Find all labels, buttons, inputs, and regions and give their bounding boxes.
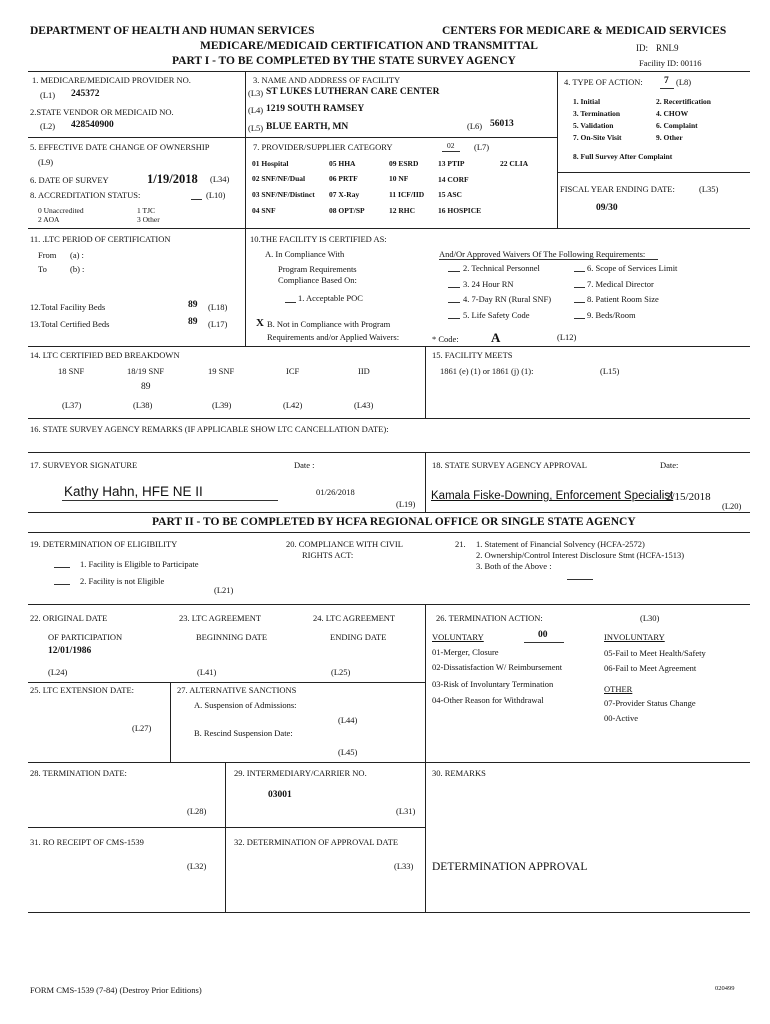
f30-label: 30. REMARKS <box>432 768 486 778</box>
f12-label: 12.Total Facility Beds <box>30 302 106 312</box>
f22-label: 22. ORIGINAL DATE <box>30 613 108 623</box>
f3-l4: (L4) <box>248 105 264 115</box>
category-item: 09 ESRD <box>389 159 419 168</box>
termination-option: 02-Dissatisfaction W/ Reimbursement <box>432 662 563 672</box>
surveyor-signature: Kathy Hahn, HFE NE II <box>64 484 203 499</box>
termination-option: 05-Fail to Meet Health/Safety <box>604 648 706 658</box>
f3-label: 3. NAME AND ADDRESS OF FACILITY <box>253 75 401 85</box>
termination-option: 00-Active <box>604 713 638 723</box>
survey-date: 1/19/2018 <box>147 172 198 186</box>
rule <box>425 346 426 418</box>
rule <box>28 346 750 347</box>
facility-city: BLUE EARTH, MN <box>266 122 349 132</box>
f31-code: (L32) <box>187 861 207 871</box>
code-l12: (L12) <box>557 332 577 342</box>
termination-option: 07-Provider Status Change <box>604 698 696 708</box>
f11-from: From <box>38 250 57 260</box>
category-item: 06 PRTF <box>329 174 358 183</box>
rule <box>28 137 245 138</box>
code-value: A <box>491 330 501 345</box>
rule <box>245 137 557 138</box>
f7-code: (L7) <box>474 142 490 152</box>
f10-b2: Requirements and/or Applied Waivers: <box>267 332 400 342</box>
category-item: 05 HHA <box>329 159 356 168</box>
category-item: 22 CLIA <box>500 159 529 168</box>
fiscal-code: (L35) <box>699 184 719 194</box>
f11-from-a: (a) : <box>70 250 84 260</box>
f19-label: 19. DETERMINATION OF ELIGIBILITY <box>30 539 178 549</box>
f2-label: 2.STATE VENDOR OR MEDICAID NO. <box>30 107 174 117</box>
category-value: 02 <box>447 141 455 150</box>
category-item: 10 NF <box>389 174 409 183</box>
f18-date-label: Date: <box>660 460 679 470</box>
category-item: 02 SNF/NF/Dual <box>252 174 306 183</box>
waiver-item: 8. Patient Room Size <box>587 294 659 304</box>
bed-col: 18 SNF <box>58 366 85 376</box>
f23-sub: BEGINNING DATE <box>196 632 268 642</box>
f15-code: (L15) <box>600 366 620 376</box>
original-participation-date: 12/01/1986 <box>48 646 92 656</box>
f6-label: 6. DATE OF SURVEY <box>30 175 109 185</box>
rule <box>28 228 750 229</box>
f31-label: 31. RO RECEIPT OF CMS-1539 <box>30 837 144 847</box>
f3-l5: (L5) <box>248 123 264 133</box>
f6-code: (L34) <box>210 174 230 184</box>
f22-code: (L24) <box>48 667 68 677</box>
f17-code: (L19) <box>396 499 416 509</box>
approval-date: 2/15/2018 <box>666 491 711 503</box>
fiscal-label: FISCAL YEAR ENDING DATE: <box>560 184 675 194</box>
facility-zip: 56013 <box>490 119 514 129</box>
rule <box>28 827 425 828</box>
f10-label: 10.THE FACILITY IS CERTIFIED AS: <box>250 234 387 244</box>
f10-prog2: Compliance Based On: <box>278 275 357 285</box>
determination-approval: DETERMINATION APPROVAL <box>432 861 588 873</box>
f15-text: 1861 (e) (1) or 1861 (j) (1): <box>440 366 534 376</box>
f13-label: 13.Total Certified Beds <box>30 319 110 329</box>
rule <box>28 532 750 533</box>
rule <box>425 452 426 512</box>
involuntary-heading: INVOLUNTARY <box>604 632 665 642</box>
f8-label: 8. ACCREDITATION STATUS: <box>30 190 141 200</box>
f17-date-label: Date : <box>294 460 315 470</box>
rule <box>28 762 750 763</box>
f27-b-code: (L45) <box>338 747 358 757</box>
action-option: 4. CHOW <box>656 109 689 118</box>
rule <box>245 71 246 228</box>
f3-l6: (L6) <box>467 121 483 131</box>
bed-code: (L42) <box>283 400 303 410</box>
action-option: 8. Full Survey After Complaint <box>573 152 673 161</box>
form-subtitle: MEDICARE/MEDICAID CERTIFICATION AND TRANSMITTAL <box>200 40 538 52</box>
id-value: RNL9 <box>656 43 679 53</box>
bed-code: (L37) <box>62 400 82 410</box>
bed-code: (L43) <box>354 400 374 410</box>
f15-label: 15. FACILITY MEETS <box>432 350 513 360</box>
accred-option: 3 Other <box>137 215 160 224</box>
action-type-value: 7 <box>664 76 669 86</box>
waiver-item: 5. Life Safety Code <box>463 310 530 320</box>
f13-code: (L17) <box>208 319 228 329</box>
facility-street: 1219 SOUTH RAMSEY <box>266 104 365 114</box>
part1-title: PART I - TO BE COMPLETED BY THE STATE SURVEY AGENCY <box>172 55 516 67</box>
f3-l3: (L3) <box>248 88 264 98</box>
category-item: 14 CORF <box>438 175 469 184</box>
f25-code: (L27) <box>132 723 152 733</box>
rule <box>245 228 246 346</box>
waiver-heading: And/Or Approved Waivers Of The Following Requirements: <box>439 249 646 259</box>
code-label: * Code: <box>432 334 459 344</box>
id-label: ID: <box>636 43 648 53</box>
rule <box>557 172 750 173</box>
f24-code: (L25) <box>331 667 351 677</box>
facility-id: Facility ID: 00116 <box>639 58 702 68</box>
f32-label: 32. DETERMINATION OF APPROVAL DATE <box>234 837 399 847</box>
f18-code: (L20) <box>722 501 742 511</box>
rule <box>28 71 750 72</box>
rule <box>425 604 426 912</box>
f25-label: 25. LTC EXTENSION DATE: <box>30 685 135 695</box>
waiver-item: 2. Technical Personnel <box>463 263 540 273</box>
f4-label: 4. TYPE OF ACTION: <box>564 77 643 87</box>
f27-label: 27. ALTERNATIVE SANCTIONS <box>177 685 297 695</box>
voluntary-heading: VOLUNTARY <box>432 632 484 642</box>
f29-code: (L31) <box>396 806 416 816</box>
action-option: 2. Recertification <box>656 97 711 106</box>
f11-to-b: (b) : <box>70 264 85 274</box>
part2-title: PART II - TO BE COMPLETED BY HCFA REGIONAL OFFICE OR SINGLE STATE AGENCY <box>152 516 636 528</box>
rule <box>28 418 750 419</box>
f8-code: (L10) <box>206 190 226 200</box>
f27-b: B. Rescind Suspension Date: <box>194 728 293 738</box>
category-item: 03 SNF/NF/Distinct <box>252 190 315 199</box>
form-number: FORM CMS-1539 (7-84) (Destroy Prior Editions) <box>30 985 202 995</box>
termination-option: 06-Fail to Meet Agreement <box>604 663 697 673</box>
bed-code: (L38) <box>133 400 153 410</box>
category-item: 16 HOSPICE <box>438 206 482 215</box>
approval-signature: Kamala Fiske-Downing, Enforcement Specialist <box>431 490 674 502</box>
category-item: 01 Hospital <box>252 159 289 168</box>
f32-code: (L33) <box>394 861 414 871</box>
fiscal-value: 09/30 <box>596 203 618 213</box>
f5-label: 5. EFFECTIVE DATE CHANGE OF OWNERSHIP <box>30 142 210 152</box>
f19-opt2: 2. Facility is not Eligible <box>80 576 165 586</box>
facility-name: ST LUKES LUTHERAN CARE CENTER <box>266 87 440 97</box>
surveyor-date: 01/26/2018 <box>316 487 355 497</box>
category-item: 08 OPT/SP <box>329 206 365 215</box>
dept-title: DEPARTMENT OF HEALTH AND HUMAN SERVICES <box>30 25 315 37</box>
f16-label: 16. STATE SURVEY AGENCY REMARKS (IF APPLICABLE SHOW LTC CANCELLATION DATE): <box>30 424 389 434</box>
f28-code: (L28) <box>187 806 207 816</box>
f19-opt1: 1. Facility is Eligible to Participate <box>80 559 199 569</box>
action-option: 7. On-Site Visit <box>573 133 622 142</box>
f11-to: To <box>38 264 47 274</box>
accred-option: 2 AOA <box>38 215 60 224</box>
f28-label: 28. TERMINATION DATE: <box>30 768 127 778</box>
f20-label1: 20. COMPLIANCE WITH CIVIL <box>286 539 403 549</box>
centers-title: CENTERS FOR MEDICARE & MEDICAID SERVICES <box>442 25 727 37</box>
f26-code: (L30) <box>640 613 660 623</box>
f21-opt: 3. Both of the Above : <box>476 561 552 571</box>
rule <box>225 762 226 912</box>
termination-option: 04-Other Reason for Withdrawal <box>432 695 544 705</box>
bed-col: IID <box>358 366 370 376</box>
f23-code: (L41) <box>197 667 217 677</box>
termination-value: 00 <box>538 630 548 640</box>
bed-col: ICF <box>286 366 300 376</box>
accred-option: 1 TJC <box>137 206 155 215</box>
f17-label: 17. SURVEYOR SIGNATURE <box>30 460 138 470</box>
vendor-number: 428540900 <box>71 120 114 130</box>
rule <box>170 682 171 762</box>
f19-code: (L21) <box>214 585 234 595</box>
f27-a-code: (L44) <box>338 715 358 725</box>
rule <box>28 912 750 913</box>
f18-label: 18. STATE SURVEY AGENCY APPROVAL <box>432 460 587 470</box>
category-item: 12 RHC <box>389 206 416 215</box>
total-facility-beds: 89 <box>188 300 198 310</box>
f27-a: A. Suspension of Admissions: <box>194 700 297 710</box>
accred-option: 0 Unaccredited <box>38 206 84 215</box>
f1-code: (L1) <box>40 90 56 100</box>
termination-option: 01-Merger, Closure <box>432 647 499 657</box>
f10-prog1: Program Requirements <box>278 264 357 274</box>
form-code: 020499 <box>715 985 735 992</box>
rule <box>28 682 425 683</box>
action-option: 1. Initial <box>573 97 601 106</box>
f5-code: (L9) <box>38 157 54 167</box>
waiver-item: 4. 7-Day RN (Rural SNF) <box>463 294 552 304</box>
f4-code: (L8) <box>676 77 692 87</box>
f24-sub: ENDING DATE <box>330 632 387 642</box>
action-option: 3. Termination <box>573 109 621 118</box>
rule <box>557 71 558 228</box>
f22-sub: OF PARTICIPATION <box>48 632 123 642</box>
f21-opt: 1. Statement of Financial Solvency (HCFA-2572) <box>476 539 645 549</box>
waiver-item: 3. 24 Hour RN <box>463 279 514 289</box>
bed-col: 19 SNF <box>208 366 235 376</box>
termination-option: 03-Risk of Involuntary Termination <box>432 679 554 689</box>
f10-acc: 1. Acceptable POC <box>298 293 363 303</box>
other-heading: OTHER <box>604 684 633 694</box>
bed-code: (L39) <box>212 400 232 410</box>
rule <box>28 452 750 453</box>
f21-opt: 2. Ownership/Control Interest Disclosure Stmt (HCFA-1513) <box>476 550 685 560</box>
waiver-item: 9. Beds/Room <box>587 310 636 320</box>
category-item: 15 ASC <box>438 190 462 199</box>
total-certified-beds: 89 <box>188 317 198 327</box>
noncompliance-mark: X <box>256 317 264 329</box>
f10-b1: B. Not in Compliance with Program <box>267 319 391 329</box>
f21-num: 21. <box>455 539 466 549</box>
f24-label: 24. LTC AGREEMENT <box>313 613 396 623</box>
f20-label2: RIGHTS ACT: <box>302 550 354 560</box>
category-item: 11 ICF/IID <box>389 190 425 199</box>
f10-a: A. In Compliance With <box>265 249 345 259</box>
f14-label: 14. LTC CERTIFIED BED BREAKDOWN <box>30 350 180 360</box>
rule <box>28 512 750 513</box>
category-item: 04 SNF <box>252 206 276 215</box>
provider-number: 245372 <box>71 89 100 99</box>
f11-label: 11. .LTC PERIOD OF CERTIFICATION <box>30 234 171 244</box>
bed-col: 18/19 SNF <box>127 366 165 376</box>
category-item: 13 PTIP <box>438 159 465 168</box>
f23-label: 23. LTC AGREEMENT <box>179 613 262 623</box>
f7-label: 7. PROVIDER/SUPPLIER CATEGORY <box>253 142 393 152</box>
action-option: 6. Complaint <box>656 121 698 130</box>
f2-code: (L2) <box>40 121 56 131</box>
waiver-item: 6. Scope of Services Limit <box>587 263 678 273</box>
f12-code: (L18) <box>208 302 228 312</box>
action-option: 9. Other <box>656 133 683 142</box>
category-item: 07 X-Ray <box>329 190 360 199</box>
f29-label: 29. INTERMEDIARY/CARRIER NO. <box>234 768 367 778</box>
f26-label: 26. TERMINATION ACTION: <box>436 613 543 623</box>
bed-1819-value: 89 <box>141 382 151 392</box>
f1-label: 1. MEDICARE/MEDICAID PROVIDER NO. <box>32 75 191 85</box>
intermediary-number: 03001 <box>268 790 292 800</box>
rule <box>28 604 750 605</box>
waiver-item: 7. Medical Director <box>587 279 654 289</box>
action-option: 5. Validation <box>573 121 614 130</box>
